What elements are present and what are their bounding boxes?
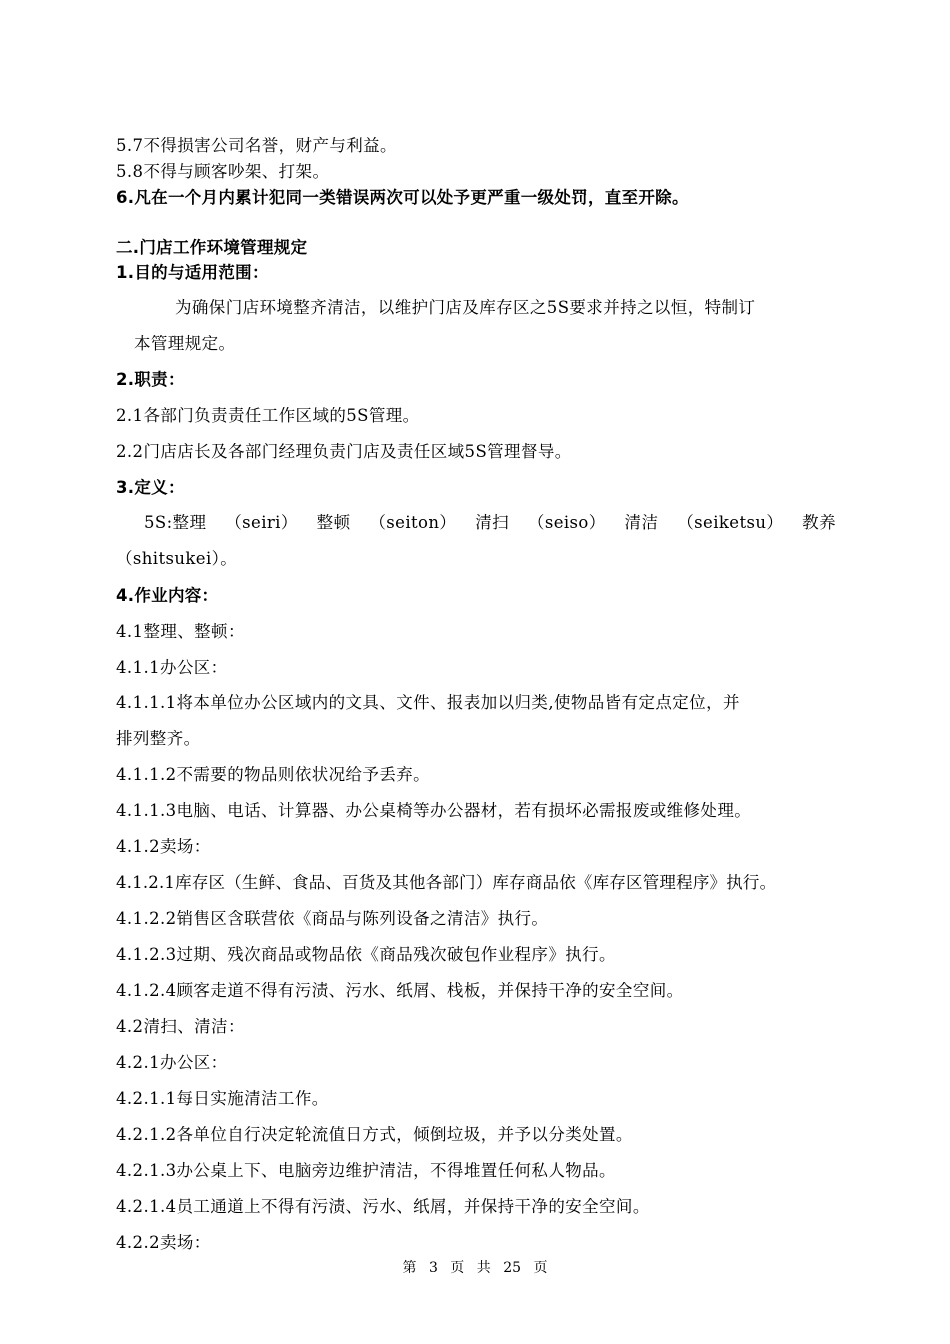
definition-term: （seiton） <box>369 513 457 532</box>
item-4-2-1-3: 4.2.1.3办公桌上下、电脑旁边维护清洁，不得堆置任何私人物品。 <box>116 1161 616 1180</box>
definition-term: 清扫 <box>475 513 510 532</box>
clause-5-8: 5.8不得与顾客吵架、打架。 <box>116 162 330 181</box>
definition-term: （seiketsu） <box>677 513 784 532</box>
item-4-2-1-2: 4.2.1.2各单位自行决定轮流值日方式，倾倒垃圾，并予以分类处置。 <box>116 1125 633 1144</box>
item-4-1-1: 4.1.1办公区： <box>116 658 228 677</box>
definition-term: （seiso） <box>527 513 606 532</box>
heading-definition: 3.定义： <box>116 478 185 497</box>
item-4-1-2-3: 4.1.2.3过期、残次商品或物品依《商品残次破包作业程序》执行。 <box>116 945 616 964</box>
clause-6-bold: 6.凡在一个月内累计犯同一类错误两次可以处予更严重一级处罚，直至开除。 <box>116 188 689 207</box>
definition-line2: （shitsukei）。 <box>116 549 238 568</box>
clause-5-7: 5.7不得损害公司名誉，财产与利益。 <box>116 136 397 155</box>
item-4-1-2: 4.1.2卖场： <box>116 837 211 856</box>
duty-2-2: 2.2门店店长及各部门经理负责门店及责任区域5S管理督导。 <box>116 442 572 461</box>
definition-term: （seiri） <box>225 513 298 532</box>
heading-work-content: 4.作业内容： <box>116 586 219 605</box>
definition-term: 5S:整理 <box>144 513 207 532</box>
heading-duties: 2.职责： <box>116 370 185 389</box>
definition-term: 整顿 <box>316 513 351 532</box>
definition-term: 清洁 <box>624 513 659 532</box>
item-4-2-1: 4.2.1办公区： <box>116 1053 228 1072</box>
item-4-2: 4.2清扫、清洁： <box>116 1017 245 1036</box>
definition-5s-line <box>144 512 836 534</box>
duty-2-1: 2.1各部门负责责任工作区域的5S管理。 <box>116 406 420 425</box>
item-4-1-2-2: 4.1.2.2销售区含联营依《商品与陈列设备之清洁》执行。 <box>116 909 549 928</box>
item-4-1-1-1-cont: 排列整齐。 <box>116 729 201 748</box>
purpose-text-line1: 为确保门店环境整齐清洁，以维护门店及库存区之5S要求并持之以恒，特制订 <box>175 298 756 317</box>
item-4-1-1-3: 4.1.1.3电脑、电话、计算器、办公桌椅等办公器材，若有损坏必需报废或维修处理。 <box>116 801 752 820</box>
item-4-2-1-4: 4.2.1.4员工通道上不得有污渍、污水、纸屑，并保持干净的安全空间。 <box>116 1197 650 1216</box>
heading-purpose: 1.目的与适用范围： <box>116 263 269 282</box>
page-footer: 第 3 页 共 25 页 <box>402 1260 548 1276</box>
item-4-1-1-2: 4.1.1.2不需要的物品则依状况给予丢弃。 <box>116 765 431 784</box>
purpose-text-line2: 本管理规定。 <box>134 334 236 353</box>
definition-term: 教养 <box>802 513 836 532</box>
item-4-1-1-1: 4.1.1.1将本单位办公区域内的文具、文件、报表加以归类,使物品皆有定点定位，并 <box>116 693 740 712</box>
item-4-1-2-1: 4.1.2.1库存区（生鲜、食品、百货及其他各部门）库存商品依《库存区管理程序》执行。 <box>116 873 777 892</box>
item-4-2-1-1: 4.2.1.1每日实施清洁工作。 <box>116 1089 329 1108</box>
item-4-1: 4.1整理、整顿： <box>116 622 245 641</box>
section-2-heading: 二.门店工作环境管理规定 <box>116 238 308 257</box>
item-4-2-2: 4.2.2卖场： <box>116 1233 211 1252</box>
item-4-1-2-4: 4.1.2.4顾客走道不得有污渍、污水、纸屑、栈板，并保持干净的安全空间。 <box>116 981 684 1000</box>
